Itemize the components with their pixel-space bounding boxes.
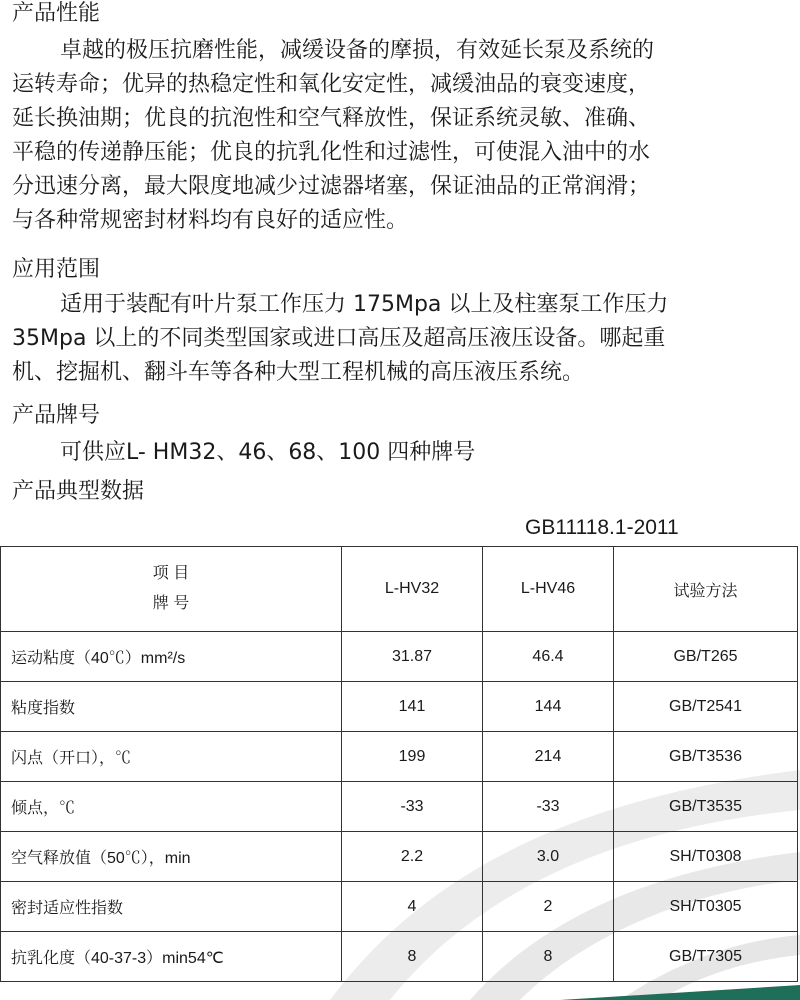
- row-method: GB/T7305: [614, 932, 798, 982]
- table-row: [1, 782, 798, 832]
- row-lhv32: 2.2: [342, 832, 483, 882]
- table-row: [1, 682, 798, 732]
- row-lhv46: -33: [483, 782, 614, 832]
- row-item: 倾点，℃: [1, 782, 342, 832]
- header-lhv32: L-HV32: [342, 547, 483, 632]
- text-line: 卓越的极压抗磨性能，减缓设备的摩损，有效延长泵及系统的: [60, 38, 655, 63]
- text-line: 适用于装配有叶片泵工作压力 175Mpa 以上及柱塞泵工作压力: [60, 292, 669, 317]
- table-row: [1, 632, 798, 682]
- typical-data-table: [0, 546, 798, 982]
- row-lhv46: 144: [483, 682, 614, 732]
- row-lhv32: 8: [342, 932, 483, 982]
- table-row: [1, 832, 798, 882]
- application-paragraph: [12, 288, 792, 390]
- text-line: 分迅速分离，最大限度地减少过滤器堵塞，保证油品的正常润滑；: [12, 174, 651, 199]
- row-item: 粘度指数: [1, 682, 342, 732]
- header-lhv46: L-HV46: [483, 547, 614, 632]
- header-grade-label: 牌 号: [152, 595, 190, 612]
- heading-grades: 产品牌号: [12, 403, 101, 428]
- row-method: GB/T3536: [614, 732, 798, 782]
- row-lhv46: 2: [483, 882, 614, 932]
- heading-application: 应用范围: [12, 257, 101, 282]
- row-lhv32: 199: [342, 732, 483, 782]
- row-lhv32: -33: [342, 782, 483, 832]
- row-lhv46: 214: [483, 732, 614, 782]
- text-line: 运转寿命；优异的热稳定性和氧化安定性，减缓油品的衰变速度，: [12, 72, 651, 97]
- row-item: 运动粘度（40℃）mm²/s: [1, 632, 342, 682]
- row-item: 空气释放值（50℃），min: [1, 832, 342, 882]
- text-line: 机、挖掘机、翻斗车等各种大型工程机械的高压液压系统。: [12, 360, 585, 385]
- table-row: [1, 932, 798, 982]
- row-lhv32: 31.87: [342, 632, 483, 682]
- header-item-cell: [1, 547, 342, 632]
- table-header-row: [1, 547, 798, 632]
- row-item: 抗乳化度（40-37-3）min54℃: [1, 932, 342, 982]
- row-item: 闪点（开口），℃: [1, 732, 342, 782]
- text-line: 平稳的传递静压能；优良的抗乳化性和过滤性，可使混入油中的水: [12, 140, 651, 165]
- row-lhv32: 4: [342, 882, 483, 932]
- table-row: [1, 882, 798, 932]
- row-item: 密封适应性指数: [1, 882, 342, 932]
- grades-paragraph: [12, 436, 792, 470]
- row-method: GB/T265: [614, 632, 798, 682]
- row-method: GB/T2541: [614, 682, 798, 732]
- heading-performance: 产品性能: [12, 1, 101, 26]
- header-test-method: 试验方法: [614, 547, 798, 632]
- row-method: SH/T0305: [614, 882, 798, 932]
- text-line: 可供应L- HM32、46、68、100 四种牌号: [60, 440, 476, 465]
- row-lhv46: 3.0: [483, 832, 614, 882]
- table-row: [1, 732, 798, 782]
- row-lhv46: 8: [483, 932, 614, 982]
- standard-code: GB11118.1-2011: [525, 516, 679, 539]
- header-item-label: 项 目: [152, 565, 190, 582]
- row-method: GB/T3535: [614, 782, 798, 832]
- text-line: 延长换油期；优良的抗泡性和空气释放性，保证系统灵敏、准确、: [12, 106, 651, 131]
- performance-paragraph: [12, 34, 792, 238]
- heading-typical-data: 产品典型数据: [12, 479, 145, 504]
- row-method: SH/T0308: [614, 832, 798, 882]
- text-line: 与各种常规密封材料均有良好的适应性。: [12, 208, 409, 233]
- row-lhv46: 46.4: [483, 632, 614, 682]
- text-line: 35Mpa 以上的不同类型国家或进口高压及超高压液压设备。哪起重: [12, 326, 666, 351]
- row-lhv32: 141: [342, 682, 483, 732]
